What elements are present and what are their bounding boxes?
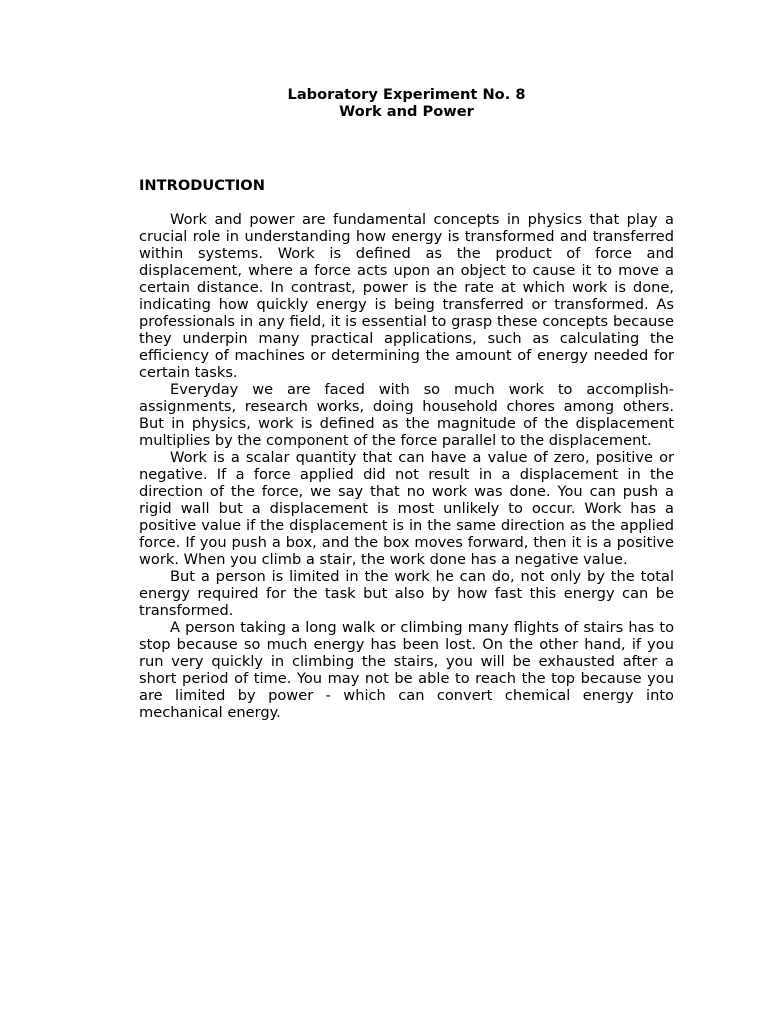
paragraph-5: A person taking a long walk or climbing many flights of stairs has to stop because so much energy has been lost. On the other hand, if you run very quickly in climbing the stairs, you will be exhausted after a short period of time. You may not be able to reach the top because you are limited by power - which can convert chemical energy into mechanical energy.	[139, 619, 674, 721]
paragraph-3: Work is a scalar quantity that can have a value of zero, positive or negative. If a force applied did not result in a displacement in the direction of the force, we say that no work was done. You can push a rigid wall but a displacement is most unlikely to occur. Work has a positive value if the displacement is in the same direction as the applied force. If you push a box, and the box moves forward, then it is a positive work. When you climb a stair, the work done has a negative value.	[139, 449, 674, 568]
introduction-body	[139, 211, 674, 721]
paragraph-2: Everyday we are faced with so much work to accomplish- assignments, research works, doing household chores among others. But in physics, work is defined as the magnitude of the displacement multiplies by the component of the force parallel to the displacement.	[139, 381, 674, 449]
paragraph-4: But a person is limited in the work he can do, not only by the total energy required for the task but also by how fast this energy can be transformed.	[139, 568, 674, 619]
title-block	[139, 86, 674, 120]
paragraph-1: Work and power are fundamental concepts in physics that play a crucial role in understanding how energy is transformed and transferred within systems. Work is defined as the product of force and displacement, where a force acts upon an object to cause it to move a certain distance. In contrast, power is the rate at which work is done, indicating how quickly energy is being transferred or transformed. As professionals in any field, it is essential to grasp these concepts because they underpin many practical applications, such as calculating the efficiency of machines or determining the amount of energy needed for certain tasks.	[139, 211, 674, 381]
section-heading-introduction: INTRODUCTION	[139, 177, 265, 194]
document-page	[139, 86, 674, 721]
document-subtitle: Work and Power	[339, 103, 474, 120]
document-title: Laboratory Experiment No. 8	[287, 86, 526, 103]
